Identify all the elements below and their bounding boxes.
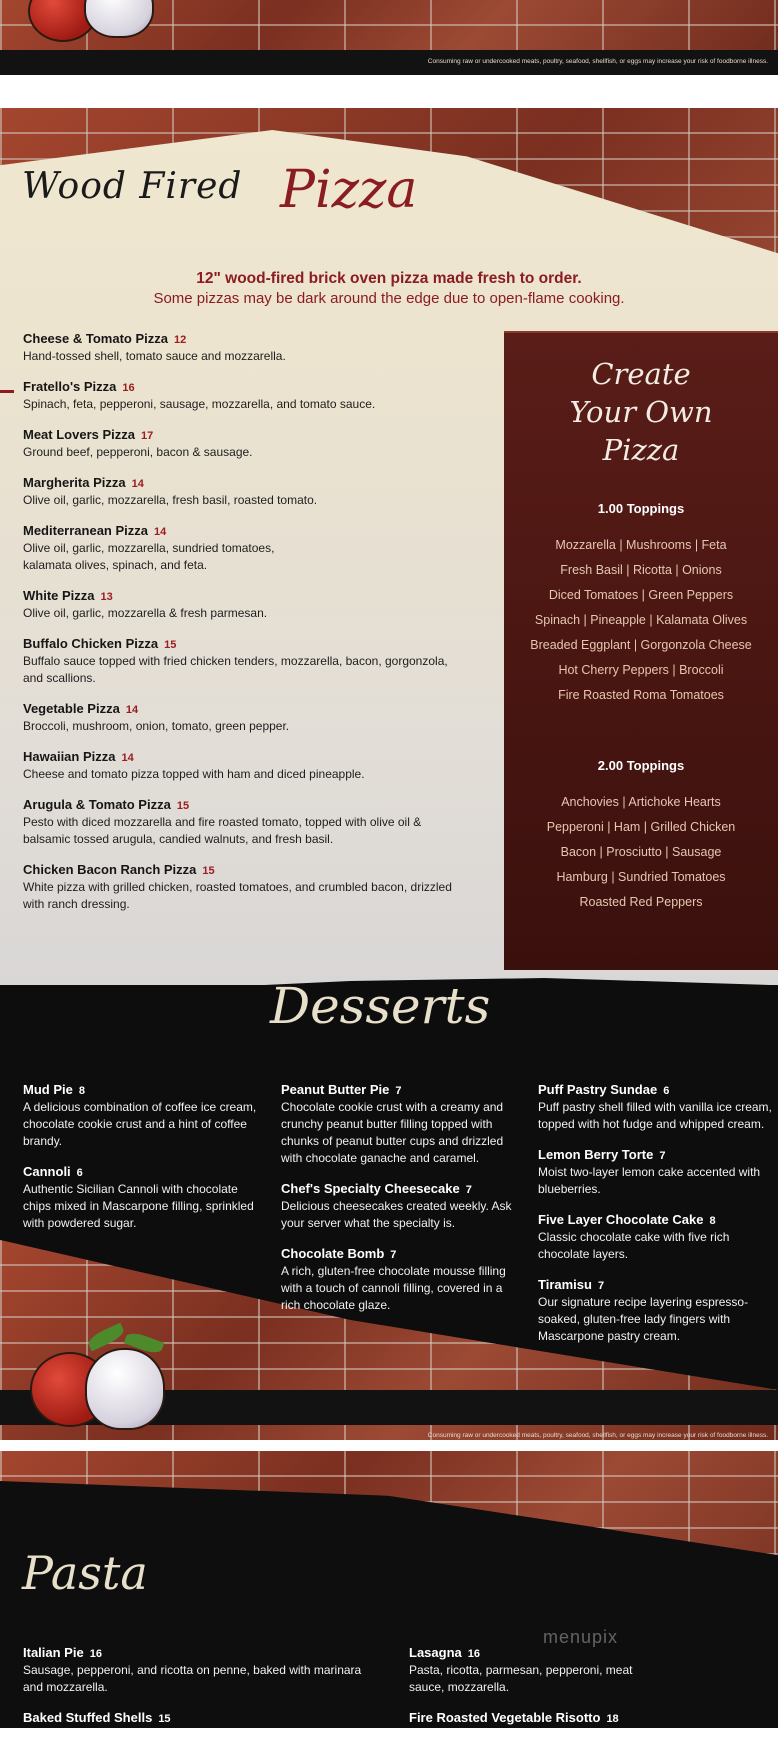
topping-row: Bacon | Prosciutto | Sausage xyxy=(560,845,722,859)
topping-row: Fresh Basil | Ricotta | Onions xyxy=(560,563,722,577)
topping-row: Spinach | Pineapple | Kalamata Olives xyxy=(534,613,748,627)
menu-item xyxy=(23,474,493,509)
garlic-icon xyxy=(84,0,154,38)
menu-item xyxy=(23,861,493,913)
item-description: Pasta, ricotta, parmesan, pepperoni, meat sauce, mozzarella. xyxy=(409,1663,633,1694)
desserts-column-1 xyxy=(23,1081,263,1245)
item-description: Sausage, pepperoni, and ricotta on penne, baked with marinara and mozzarella. xyxy=(23,1663,362,1694)
pasta-column-2 xyxy=(409,1644,769,1740)
pizza-title-pizza: Pizza xyxy=(280,160,418,220)
menu-item xyxy=(23,796,493,848)
item-description: Olive oil, garlic, mozzarella, sundried tomatoes, kalamata olives, spinach, and feta. xyxy=(23,541,275,572)
item-description: Pesto with diced mozzarella and fire roasted tomato, topped with olive oil & balsamic tossed arugula, candied walnuts, and fresh basil. xyxy=(23,815,422,846)
cyo-title-line-1: Create xyxy=(591,357,691,391)
foodborne-notice: Consuming raw or undercooked meats, poultry, seafood, shellfish, or eggs may increase your risk of foodborne illness. xyxy=(427,58,768,65)
item-name: Lemon Berry Torte xyxy=(538,1147,654,1162)
item-name: Mediterranean Pizza xyxy=(23,523,148,538)
item-description: Chocolate cookie crust with a creamy and crunchy peanut butter filling topped with chunks of peanut butter cups and drizzled with chocolate ganache and caramel. xyxy=(281,1100,504,1165)
item-description: Our signature recipe layering espresso-soaked, gluten-free lady fingers with Mascarpone pastry cream. xyxy=(538,1295,749,1343)
tier-1-toppings xyxy=(504,533,778,708)
item-price: 16 xyxy=(122,382,135,394)
menu-item xyxy=(281,1245,521,1314)
item-description: Puff pastry shell filled with vanilla ice cream, topped with hot fudge and whipped cream. xyxy=(538,1100,772,1131)
menu-item xyxy=(538,1276,778,1345)
item-price: 7 xyxy=(390,1249,397,1261)
item-name: Cannoli xyxy=(23,1164,71,1179)
item-name: Vegetable Pizza xyxy=(23,701,120,716)
item-price: 15 xyxy=(158,1713,171,1725)
menu-item xyxy=(281,1180,521,1232)
menu-item xyxy=(409,1644,769,1696)
item-name: Arugula & Tomato Pizza xyxy=(23,797,171,812)
item-description: Olive oil, garlic, mozzarella & fresh parmesan. xyxy=(23,606,268,620)
item-description: Spinach, feta, pepperoni, sausage, mozzarella, and tomato sauce. xyxy=(23,397,376,411)
item-description: Cheese and tomato pizza topped with ham and diced pineapple. xyxy=(23,767,365,781)
item-price: 8 xyxy=(709,1215,716,1227)
item-price: 7 xyxy=(659,1150,666,1162)
tier-2-toppings xyxy=(504,790,778,915)
tier-1-label: 1.00 Toppings xyxy=(597,501,685,516)
item-description: White pizza with grilled chicken, roasted tomatoes, and crumbled bacon, drizzled with ranch dressing. xyxy=(23,880,452,911)
pasta-page xyxy=(0,1451,778,1728)
watermark: menupix xyxy=(543,1627,619,1647)
item-name: Lasagna xyxy=(409,1645,462,1660)
topping-row: Hamburg | Sundried Tomatoes xyxy=(556,870,726,884)
item-price: 8 xyxy=(78,1085,85,1097)
item-description: A delicious combination of coffee ice cream, chocolate cookie crust and a hint of coffee brandy. xyxy=(23,1100,257,1148)
item-price: 6 xyxy=(76,1167,83,1179)
garlic-icon xyxy=(85,1348,165,1430)
item-name: Chocolate Bomb xyxy=(281,1246,385,1261)
item-price: 15 xyxy=(164,639,177,651)
item-name: Cheese & Tomato Pizza xyxy=(23,331,168,346)
top-banner xyxy=(0,0,778,75)
item-price: 6 xyxy=(663,1085,670,1097)
item-name: White Pizza xyxy=(23,588,95,603)
item-name: Five Layer Chocolate Cake xyxy=(538,1212,704,1227)
topping-row: Diced Tomatoes | Green Peppers xyxy=(548,588,734,602)
desserts-column-3 xyxy=(538,1081,778,1358)
item-price: 17 xyxy=(141,430,154,442)
foodborne-notice: Consuming raw or undercooked meats, poultry, seafood, shellfish, or eggs may increase your risk of foodborne illness. xyxy=(427,1432,768,1439)
item-price: 12 xyxy=(173,334,187,346)
item-name: Mud Pie xyxy=(23,1082,73,1097)
menu-item xyxy=(23,1081,263,1150)
item-name: Peanut Butter Pie xyxy=(281,1082,390,1097)
desserts-column-2 xyxy=(281,1081,521,1327)
menu-item xyxy=(23,587,493,622)
menu-item xyxy=(23,1163,263,1232)
pizza-title-wood-fired: Wood Fired xyxy=(22,166,243,207)
menu-item xyxy=(23,748,493,783)
item-price: 16 xyxy=(89,1648,102,1660)
item-description: Olive oil, garlic, mozzarella, fresh basil, roasted tomato. xyxy=(23,493,318,507)
topping-row: Anchovies | Artichoke Hearts xyxy=(561,795,721,809)
item-price: 18 xyxy=(606,1713,619,1725)
item-description: Moist two-layer lemon cake accented with blueberries. xyxy=(538,1165,761,1196)
item-price: 14 xyxy=(154,526,167,538)
featured-marker xyxy=(0,390,14,393)
pizza-intro-line-1: 12" wood-fired brick oven pizza made fresh to order. xyxy=(196,270,582,287)
menu-item xyxy=(23,330,493,365)
topping-row: Fire Roasted Roma Tomatoes xyxy=(558,688,724,702)
menu-item xyxy=(409,1709,769,1727)
item-price: 7 xyxy=(395,1085,402,1097)
item-name: Fratello's Pizza xyxy=(23,379,117,394)
pasta-title: Pasta xyxy=(22,1546,148,1600)
pasta-column-1 xyxy=(23,1644,383,1740)
pizza-list xyxy=(23,330,493,926)
item-name: Puff Pastry Sundae xyxy=(538,1082,658,1097)
menu-item xyxy=(23,1644,383,1696)
item-name: Chef's Specialty Cheesecake xyxy=(281,1181,460,1196)
item-description: A rich, gluten-free chocolate mousse filling with a touch of cannoli filling, covered in a rich chocolate glaze. xyxy=(281,1264,506,1312)
topping-row: Breaded Eggplant | Gorgonzola Cheese xyxy=(530,638,752,652)
item-description: Authentic Sicilian Cannoli with chocolate chips mixed in Mascarpone filling, sprinkled with powdered sugar. xyxy=(23,1182,254,1230)
topping-row: Roasted Red Peppers xyxy=(579,895,703,909)
topping-row: Hot Cherry Peppers | Broccoli xyxy=(558,663,724,677)
topping-row: Pepperoni | Ham | Grilled Chicken xyxy=(546,820,736,834)
item-description: Hand-tossed shell, tomato sauce and mozzarella. xyxy=(23,349,286,363)
item-description: Classic chocolate cake with five rich chocolate layers. xyxy=(538,1230,730,1261)
item-price: 13 xyxy=(100,591,113,603)
item-description: Delicious cheesecakes created weekly. Ask your server what the specialty is. xyxy=(281,1199,512,1230)
item-name: Margherita Pizza xyxy=(23,475,126,490)
topping-row: Mozzarella | Mushrooms | Feta xyxy=(555,538,727,552)
menu-item xyxy=(23,426,493,461)
menu-item xyxy=(23,1709,383,1727)
item-price: 7 xyxy=(597,1280,605,1292)
tier-2-label: 2.00 Toppings xyxy=(597,758,685,773)
menu-item xyxy=(538,1146,778,1198)
desserts-page xyxy=(0,977,778,1439)
menu-item xyxy=(538,1211,778,1263)
item-price: 15 xyxy=(176,800,190,812)
menu-item xyxy=(23,522,493,574)
item-price: 15 xyxy=(202,865,215,877)
item-name: Meat Lovers Pizza xyxy=(23,427,135,442)
item-description: Ground beef, pepperoni, bacon & sausage. xyxy=(23,445,253,459)
item-name: Chicken Bacon Ranch Pizza xyxy=(23,862,197,877)
item-price: 14 xyxy=(131,478,144,490)
pizza-intro-line-2: Some pizzas may be dark around the edge due to open-flame cooking. xyxy=(153,290,625,307)
pizza-intro xyxy=(0,270,778,307)
item-price: 7 xyxy=(465,1184,472,1196)
item-price: 14 xyxy=(125,704,139,716)
menu-item xyxy=(281,1081,521,1167)
item-name: Tiramisu xyxy=(538,1277,592,1292)
menu-item xyxy=(23,635,493,687)
desserts-title: Desserts xyxy=(270,977,491,1035)
item-name: Hawaiian Pizza xyxy=(23,749,116,764)
cyo-title-line-3: Pizza xyxy=(602,433,680,467)
item-name: Buffalo Chicken Pizza xyxy=(23,636,159,651)
create-your-own-panel xyxy=(504,331,778,970)
cyo-title-line-2: Your Own xyxy=(569,395,713,429)
item-name: Baked Stuffed Shells xyxy=(23,1710,153,1725)
item-name: Fire Roasted Vegetable Risotto xyxy=(409,1710,601,1725)
item-price: 16 xyxy=(467,1648,480,1660)
item-price: 14 xyxy=(121,752,134,764)
tomato-garlic-logo xyxy=(22,0,172,50)
menu-item xyxy=(23,378,493,413)
item-name: Italian Pie xyxy=(23,1645,84,1660)
item-description: Buffalo sauce topped with fried chicken tenders, mozzarella, bacon, gorgonzola, and scallions. xyxy=(23,654,448,685)
pizza-page xyxy=(0,108,778,1018)
tomato-garlic-logo xyxy=(25,1330,205,1440)
menu-item xyxy=(538,1081,778,1133)
menu-item xyxy=(23,700,493,735)
create-your-own-title xyxy=(504,355,778,469)
item-description: Broccoli, mushroom, onion, tomato, green pepper. xyxy=(23,719,290,733)
